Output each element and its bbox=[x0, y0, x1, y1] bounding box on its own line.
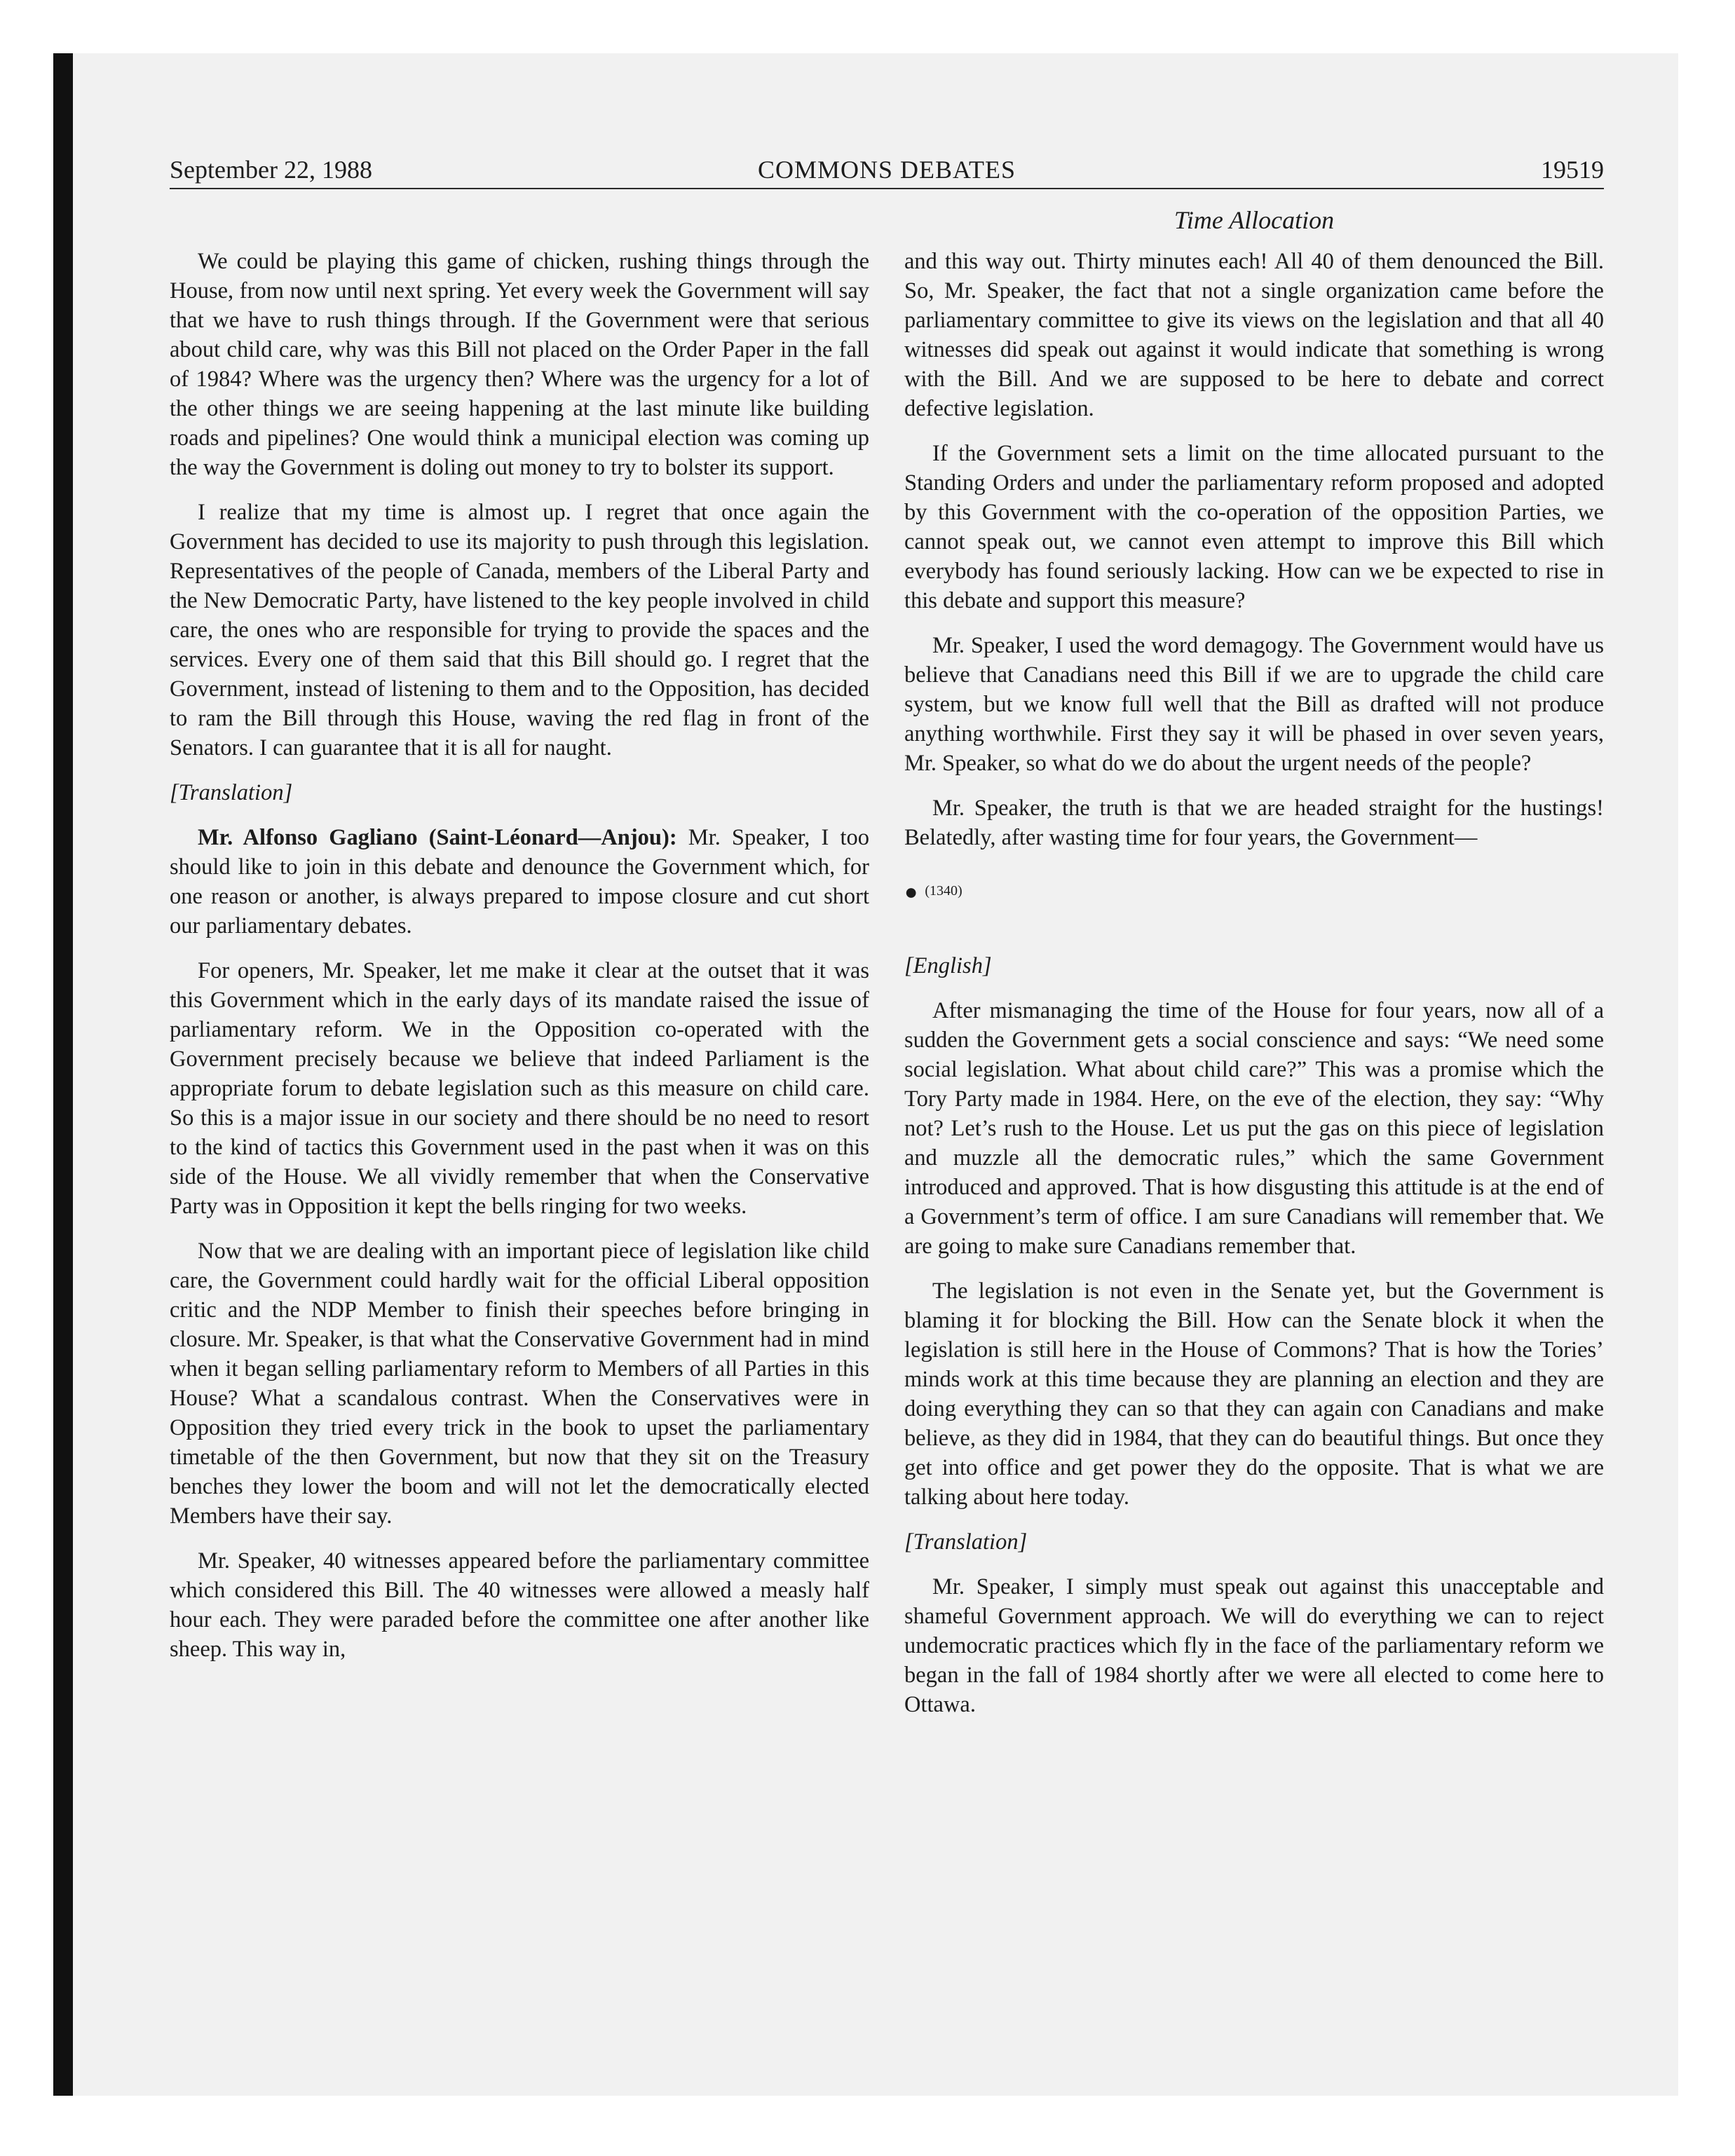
paragraph: We could be playing this game of chicken, rushing things through the House, from now until next spring. Yet every week the Government will say that we have to rush things through. If the Government were that serious about child care, why was this Bill not placed on the Order Paper in the fall of 1984? Where was the urgency then? Where was the urgency for a lot of the other things we are seeing happening at the last minute like building roads and pipelines? One would think a municipal election was coming up the way the Government is doling out money to try to bolster its support. bbox=[170, 249, 869, 480]
paragraph: The legislation is not even in the Senate yet, but the Government is blaming it for blocking the Bill. How can the Senate block it when the legislation is still here in the House of Commons? That is how the Tories’ minds work at this time because they are planning an election and they are doing everything they can so that they can again con Canadians and make believe, as they did in 1984, that they can do beautiful things. But once they get into office and get power they do the opposite. That is what we are talking about here today. bbox=[904, 1278, 1604, 1510]
translation-label: [Translation] bbox=[904, 1529, 1028, 1555]
paragraph: If the Government sets a limit on the time allocated pursuant to the Standing Orders and under the parliamentary reform proposed and adopted by this Government with the co-operation of the opposition Parties, we cannot speak out, we cannot even attempt to improve this Bill which everybody has found seriously lacking. How can we be expected to rise in this debate and support this measure? bbox=[904, 441, 1604, 613]
paragraph: After mismanaging the time of the House for four years, now all of a sudden the Government gets a social conscience and says: “We need some social legislation. What about child care?” This was a promise which the Tory Party made in 1984. Here, on the eve of the election, they say: “Why not? Let’s rush to the House. Let us put the gas on this piece of legislation and muzzle all the democratic rules,” which the same Government introduced and approved. That is how disgusting this attitude is at the end of a Government’s term of office. I am sure Canadians will remember that. We are going to make sure Canadians remember that. bbox=[904, 998, 1604, 1260]
paragraph: and this way out. Thirty minutes each! All 40 of them denounced the Bill. So, Mr. Speaker, the fact that not a single organization came before the parliamentary committee to give its views on the legislation and that all 40 witnesses did speak out against it would indicate that something is wrong with the Bill. And we are supposed to be here to debate and correct defective legislation. bbox=[904, 249, 1604, 421]
header-title: COMMONS DEBATES bbox=[757, 156, 1016, 184]
paragraph: Now that we are dealing with an important piece of legislation like child care, the Government could hardly wait for the official Liberal opposition critic and the NDP Member to finish their speeches before bringing in closure. Mr. Speaker, is that what the Conservative Government had in mind when it began selling parliamentary reform to Members of all Parties in this House? What a scandalous contrast. When the Conservatives were in Opposition they tried every trick in the book to upset the parliamentary timetable of the then Government, but now that they sit on the Treasury benches they lower the boom and will not let the democratically elected Members have their say. bbox=[170, 1239, 869, 1529]
paragraph: Mr. Speaker, I used the word demagogy. The Government would have us believe that Canadians need this Bill if we are to upgrade the child care system, but we know full well that the Bill as drafted will not produce anything worthwhile. First they say it will be phased in over seven years, Mr. Speaker, so what do we do about the urgent needs of the people? bbox=[904, 633, 1604, 776]
section-title: Time Allocation bbox=[1173, 206, 1335, 234]
page-header bbox=[170, 151, 1604, 189]
paragraph: Mr. Speaker, 40 witnesses appeared before the parliamentary committee which considered this Bill. The 40 witnesses were allowed a measly half hour each. They were paraded before the committee one after another like sheep. This way in, bbox=[170, 1548, 869, 1662]
speaker-name: Mr. Alfonso Gagliano (Saint-Léonard—Anjou): bbox=[198, 825, 677, 850]
english-label: [English] bbox=[904, 953, 992, 979]
speech-paragraph bbox=[170, 823, 869, 941]
time-marker bbox=[904, 879, 1604, 905]
header-page-number: 19519 bbox=[1541, 156, 1604, 184]
speech-text: Mr. Speaker, I too should like to join in this debate and denounce the Government which, for one reason or another, is always prepared to impose closure and cut short our parliamentary debates. bbox=[170, 825, 869, 939]
paragraph: I realize that my time is almost up. I regret that once again the Government has decided to use its majority to push through this legislation. Representatives of the people of Canada, members of the Liberal Party and the New Democratic Party, have listened to the key people involved in child care, the ones who are responsible for trying to provide the spaces and the services. Every one of them said that this Bill should go. I regret that the Government, instead of listening to them and to the Opposition, has decided to ram the Bill through this House, waving the red flag in front of the Senators. I can guarantee that it is all for naught. bbox=[170, 500, 869, 760]
scan-edge bbox=[53, 53, 73, 2096]
time-marker-text: (1340) bbox=[925, 883, 962, 899]
header-date: September 22, 1988 bbox=[170, 156, 372, 184]
paragraph: Mr. Speaker, I simply must speak out against this unacceptable and shameful Government approach. We will do everything we can to reject undemocratic practices which fly in the face of the parliamentary reform we began in the fall of 1984 shortly after we were all elected to come here to Ottawa. bbox=[904, 1574, 1604, 1718]
bullet-icon: ● bbox=[904, 879, 918, 905]
right-column bbox=[904, 247, 1604, 1735]
left-column bbox=[170, 247, 869, 1679]
paragraph: Mr. Speaker, the truth is that we are headed straight for the hustings! Belatedly, after wasting time for four years, the Government— bbox=[904, 796, 1604, 850]
translation-label: [Translation] bbox=[170, 780, 293, 805]
paragraph: For openers, Mr. Speaker, let me make it clear at the outset that it was this Government which in the early days of its mandate raised the issue of parliamentary reform. We in the Opposition co-operated with the Government precisely because we believe that indeed Parliament is the appropriate forum to debate legislation such as this measure on child care. So this is a major issue in our society and there should be no need to resort to the kind of tactics this Government used in the past when it was on this side of the House. We all vividly remember that when the Conservative Party was in Opposition it kept the bells ringing for two weeks. bbox=[170, 958, 869, 1219]
